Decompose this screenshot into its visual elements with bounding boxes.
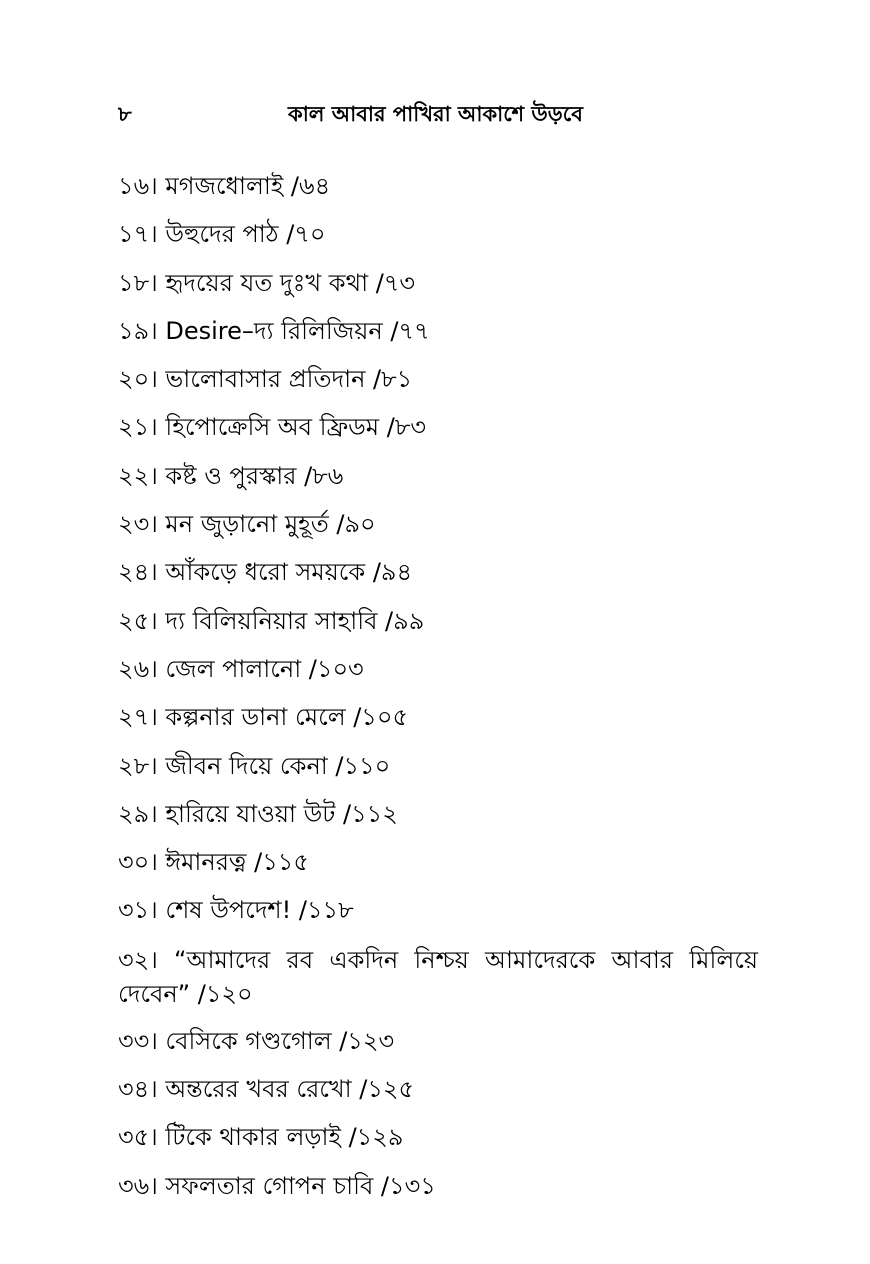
toc-entry: ১৬। মগজধোলাই /৬৪ [118, 172, 331, 200]
toc-entry: ২২। কষ্ট ও পুরস্কার /৮৬ [118, 461, 344, 490]
toc-entry: ৩০। ঈমানরত্ন /১১৫ [118, 848, 309, 877]
page-header [118, 98, 758, 130]
toc-entry: ১৭। উহুদের পাঠ /৭০ [118, 220, 326, 249]
toc-entry: ২৫। দ্য বিলিয়নিয়ার সাহাবি /৯৯ [118, 606, 425, 635]
page-number: ৮ [118, 102, 132, 126]
toc-entry: ৩৫। টিকে থাকার লড়াই /১২৯ [118, 1123, 404, 1152]
toc-entry: ২৭। কল্পনার ডানা মেলে /১০৫ [118, 703, 409, 732]
toc-entry: ১৮। হৃদয়ের যত দুঃখ কথা /৭৩ [118, 268, 415, 297]
toc-entry: ৩৬। সফলতার গোপন চাবি /১৩১ [118, 1171, 436, 1200]
table-of-contents [118, 170, 758, 1218]
toc-entry: ২০। ভালোবাসার প্রতিদান /৮১ [118, 365, 413, 394]
toc-entry: ২৩। মন জুড়ানো মুহূর্ত /৯০ [118, 510, 376, 539]
toc-entry: ২৪। আঁকড়ে ধরো সময়কে /৯৪ [118, 558, 413, 587]
toc-entry: ৩৩। বেসিকে গণ্ডগোল /১২৩ [118, 1026, 395, 1055]
toc-entry: ৩৪। অন্তরের খবর রেখো /১২৫ [118, 1075, 415, 1104]
toc-entry: ১৯। Desire–দ্য রিলিজিয়ন /৭৭ [118, 316, 430, 345]
toc-entry: ৩২। “আমাদের রব একদিন নিশ্চয় আমাদেরকে আবার মিলিয়ে দেবেন” /১২০ [118, 945, 758, 1008]
toc-entry: ২৮। জীবন দিয়ে কেনা /১১০ [118, 751, 391, 780]
toc-entry: ২১। হিপোক্রেসি অব ফ্রিডম /৮৩ [118, 413, 427, 442]
toc-entry: ৩১। শেষ উপদেশ! /১১৮ [118, 896, 354, 925]
toc-entry: ২৯। হারিয়ে যাওয়া উট /১১২ [118, 799, 398, 828]
book-title: কাল আবার পাখিরা আকাশে উড়বে [288, 102, 583, 126]
toc-entry: ২৬। জেল পালানো /১০৩ [118, 654, 364, 683]
